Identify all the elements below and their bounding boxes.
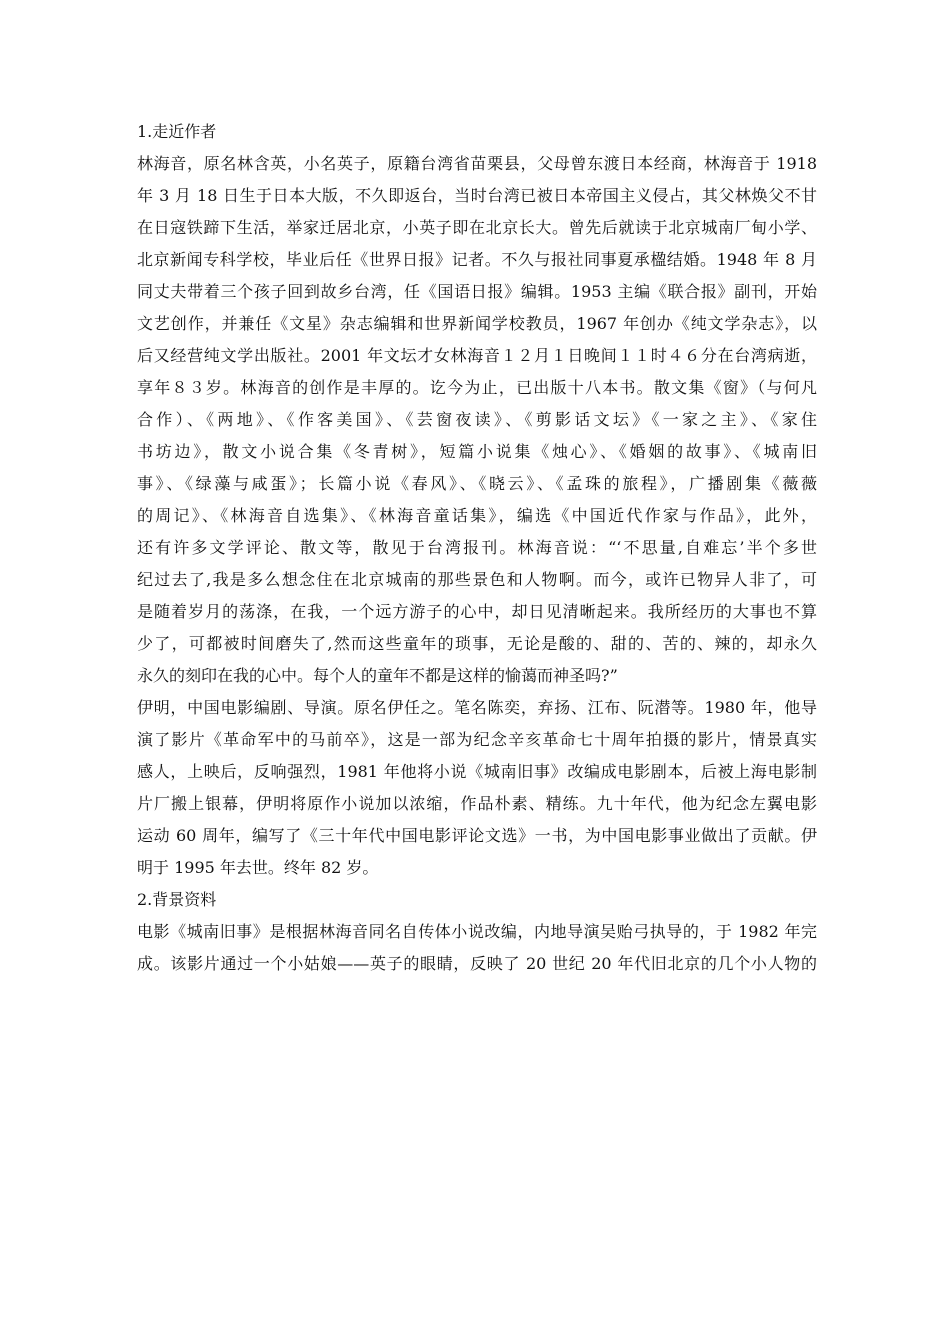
text-line: 伊明，中国电影编剧、导演。原名伊任之。笔名陈奕，弃扬、江布、阮潜等。1980 年，他导 (137, 698, 817, 717)
text-line: 是随着岁月的荡涤，在我，一个远方游子的心中，却日见清晰起来。我所经历的大事也不算 (137, 602, 817, 621)
document-body (137, 116, 817, 980)
text-line: 片厂搬上银幕，伊明将原作小说加以浓缩，作品朴素、精练。九十年代，他为纪念左翼电影 (137, 794, 817, 813)
text-line: 享年８３岁。林海音的创作是丰厚的。讫今为止，已出版十八本书。散文集《窗》（与何凡 (137, 378, 817, 397)
text-line: 同丈夫带着三个孩子回到故乡台湾，任《国语日报》编辑。1953 主编《联合报》副刊，开始 (137, 282, 817, 301)
section-heading-background: 2.背景资料 (137, 890, 217, 909)
text-line: 少了，可都被时间磨失了,然而这些童年的琐事，无论是酸的、甜的、苦的、辣的，却永久 (137, 634, 817, 653)
text-line: 林海音，原名林含英，小名英子，原籍台湾省苗栗县，父母曾东渡日本经商，林海音于 1918 (137, 154, 817, 173)
paragraph-yi-ming (137, 692, 817, 884)
text-line: 事》、《绿藻与咸蛋》；长篇小说《春风》、《晓云》、《孟珠的旅程》，广播剧集《薇薇 (137, 474, 817, 493)
text-line: 书坊边》，散文小说合集《冬青树》，短篇小说集《烛心》、《婚姻的故事》、《城南旧 (137, 442, 817, 461)
text-line: 的周记》、《林海音自选集》、《林海音童话集》，编选《中国近代作家与作品》，此外， (137, 506, 817, 525)
text-line: 感人，上映后，反响强烈，1981 年他将小说《城南旧事》改编成电影剧本，后被上海电影制 (137, 762, 817, 781)
paragraph-lin-haiyin (137, 148, 817, 692)
text-line: 演了影片《革命军中的马前卒》，这是一部为纪念辛亥革命七十周年拍摄的影片，情景真实 (137, 730, 817, 749)
text-line: 电影《城南旧事》是根据林海音同名自传体小说改编，内地导演吴贻弓执导的，于 1982 年完 (137, 922, 817, 941)
text-line: 在日寇铁蹄下生活，举家迁居北京，小英子即在北京长大。曾先后就读于北京城南厂甸小学、 (137, 218, 817, 237)
text-line: 北京新闻专科学校，毕业后任《世界日报》记者。不久与报社同事夏承楹结婚。1948 年 8 月 (137, 250, 817, 269)
text-line: 明于 1995 年去世。终年 82 岁。 (137, 858, 379, 877)
text-line: 还有许多文学评论、散文等，散见于台湾报刊。林海音说：“‘不思量,自难忘’半个多世 (137, 538, 817, 557)
text-line: 成。该影片通过一个小姑娘——英子的眼睛，反映了 20 世纪 20 年代旧北京的几个小人物的 (137, 954, 817, 973)
text-line: 后又经营纯文学出版社。2001 年文坛才女林海音１２月１日晚间１１时４６分在台湾病逝， (137, 346, 817, 365)
text-line: 文艺创作，并兼任《文星》杂志编辑和世界新闻学校教员，1967 年创办《纯文学杂志》，以 (137, 314, 817, 333)
text-line: 合作）、《两地》、《作客美国》、《芸窗夜读》、《剪影话文坛》《一家之主》、《家住 (137, 410, 817, 429)
paragraph-film-background (137, 916, 817, 980)
text-line: 运动 60 周年，编写了《三十年代中国电影评论文选》一书，为中国电影事业做出了贡献。伊 (137, 826, 817, 845)
text-line: 永久的刻印在我的心中。每个人的童年不都是这样的愉蔼而神圣吗?” (137, 666, 618, 685)
section-heading-author: 1.走近作者 (137, 122, 217, 141)
text-line: 纪过去了,我是多么想念住在北京城南的那些景色和人物啊。而今，或许已物异人非了，可 (137, 570, 817, 589)
text-line: 年 3 月 18 日生于日本大版，不久即返台，当时台湾已被日本帝国主义侵占，其父林焕父不甘 (137, 186, 817, 205)
